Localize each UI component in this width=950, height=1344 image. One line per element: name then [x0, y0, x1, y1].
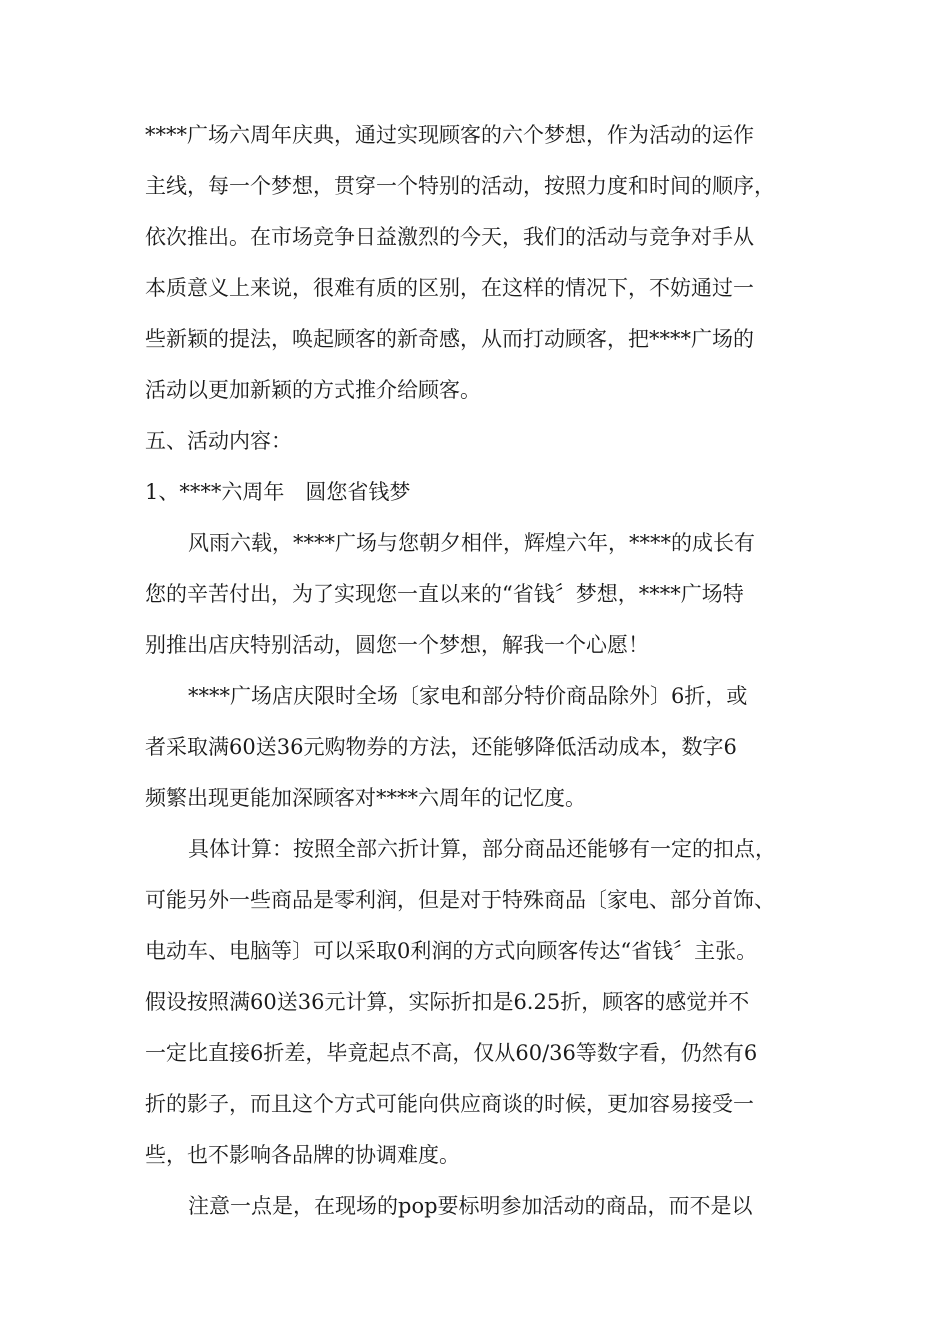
- text-line: 些新颖的提法，唤起顾客的新奇感，从而打动顾客，把****广场的: [145, 327, 754, 351]
- document-body: [145, 110, 810, 1232]
- text-line: 您的辛苦付出，为了实现您一直以来的“省钱〞梦想，****广场特: [145, 582, 744, 606]
- text-line: 者采取满60送36元购物券的方法，还能够降低活动成本，数字6: [145, 735, 737, 759]
- text-line: 依次推出。在市场竞争日益激烈的今天，我们的活动与竞争对手从: [145, 225, 754, 249]
- text-line: 些，也不影响各品牌的协调难度。: [145, 1143, 460, 1167]
- text-line: 电动车、电脑等〕可以采取0利润的方式向顾客传达“省钱〞主张。: [145, 939, 758, 963]
- text-line: 一定比直接6折差，毕竟起点不高，仅从60/36等数字看，仍然有6: [145, 1041, 758, 1065]
- text-line: 注意一点是，在现场的pop要标明参加活动的商品，而不是以: [188, 1194, 753, 1218]
- text-line: 主线，每一个梦想，贯穿一个特别的活动，按照力度和时间的顺序，: [145, 174, 775, 198]
- text-line: 具体计算：按照全部六折计算，部分商品还能够有一定的扣点，: [188, 837, 776, 861]
- section-heading: 五、活动内容：: [145, 429, 292, 453]
- text-line: 风雨六载，****广场与您朝夕相伴，辉煌六年，****的成长有: [188, 531, 755, 555]
- text-line: 假设按照满60送36元计算，实际折扣是6.25折，顾客的感觉并不: [145, 990, 750, 1014]
- text-line: 本质意义上来说，很难有质的区别，在这样的情况下，不妨通过一: [145, 276, 754, 300]
- text-line: 别推出店庆特别活动，圆您一个梦想，解我一个心愿！: [145, 633, 649, 657]
- text-line: ****广场店庆限时全场〔家电和部分特价商品除外〕6折，或: [188, 684, 748, 708]
- text-line: 频繁出现更能加深顾客对****六周年的记忆度。: [145, 786, 586, 810]
- text-line: 折的影子，而且这个方式可能向供应商谈的时候，更加容易接受一: [145, 1092, 754, 1116]
- text-line: 可能另外一些商品是零利润，但是对于特殊商品〔家电、部分首饰、: [145, 888, 775, 912]
- text-line: ****广场六周年庆典，通过实现顾客的六个梦想，作为活动的运作: [145, 123, 754, 147]
- subsection-heading: 1、****六周年 圆您省钱梦: [145, 480, 411, 504]
- text-line: 活动以更加新颖的方式推介给顾客。: [145, 378, 481, 402]
